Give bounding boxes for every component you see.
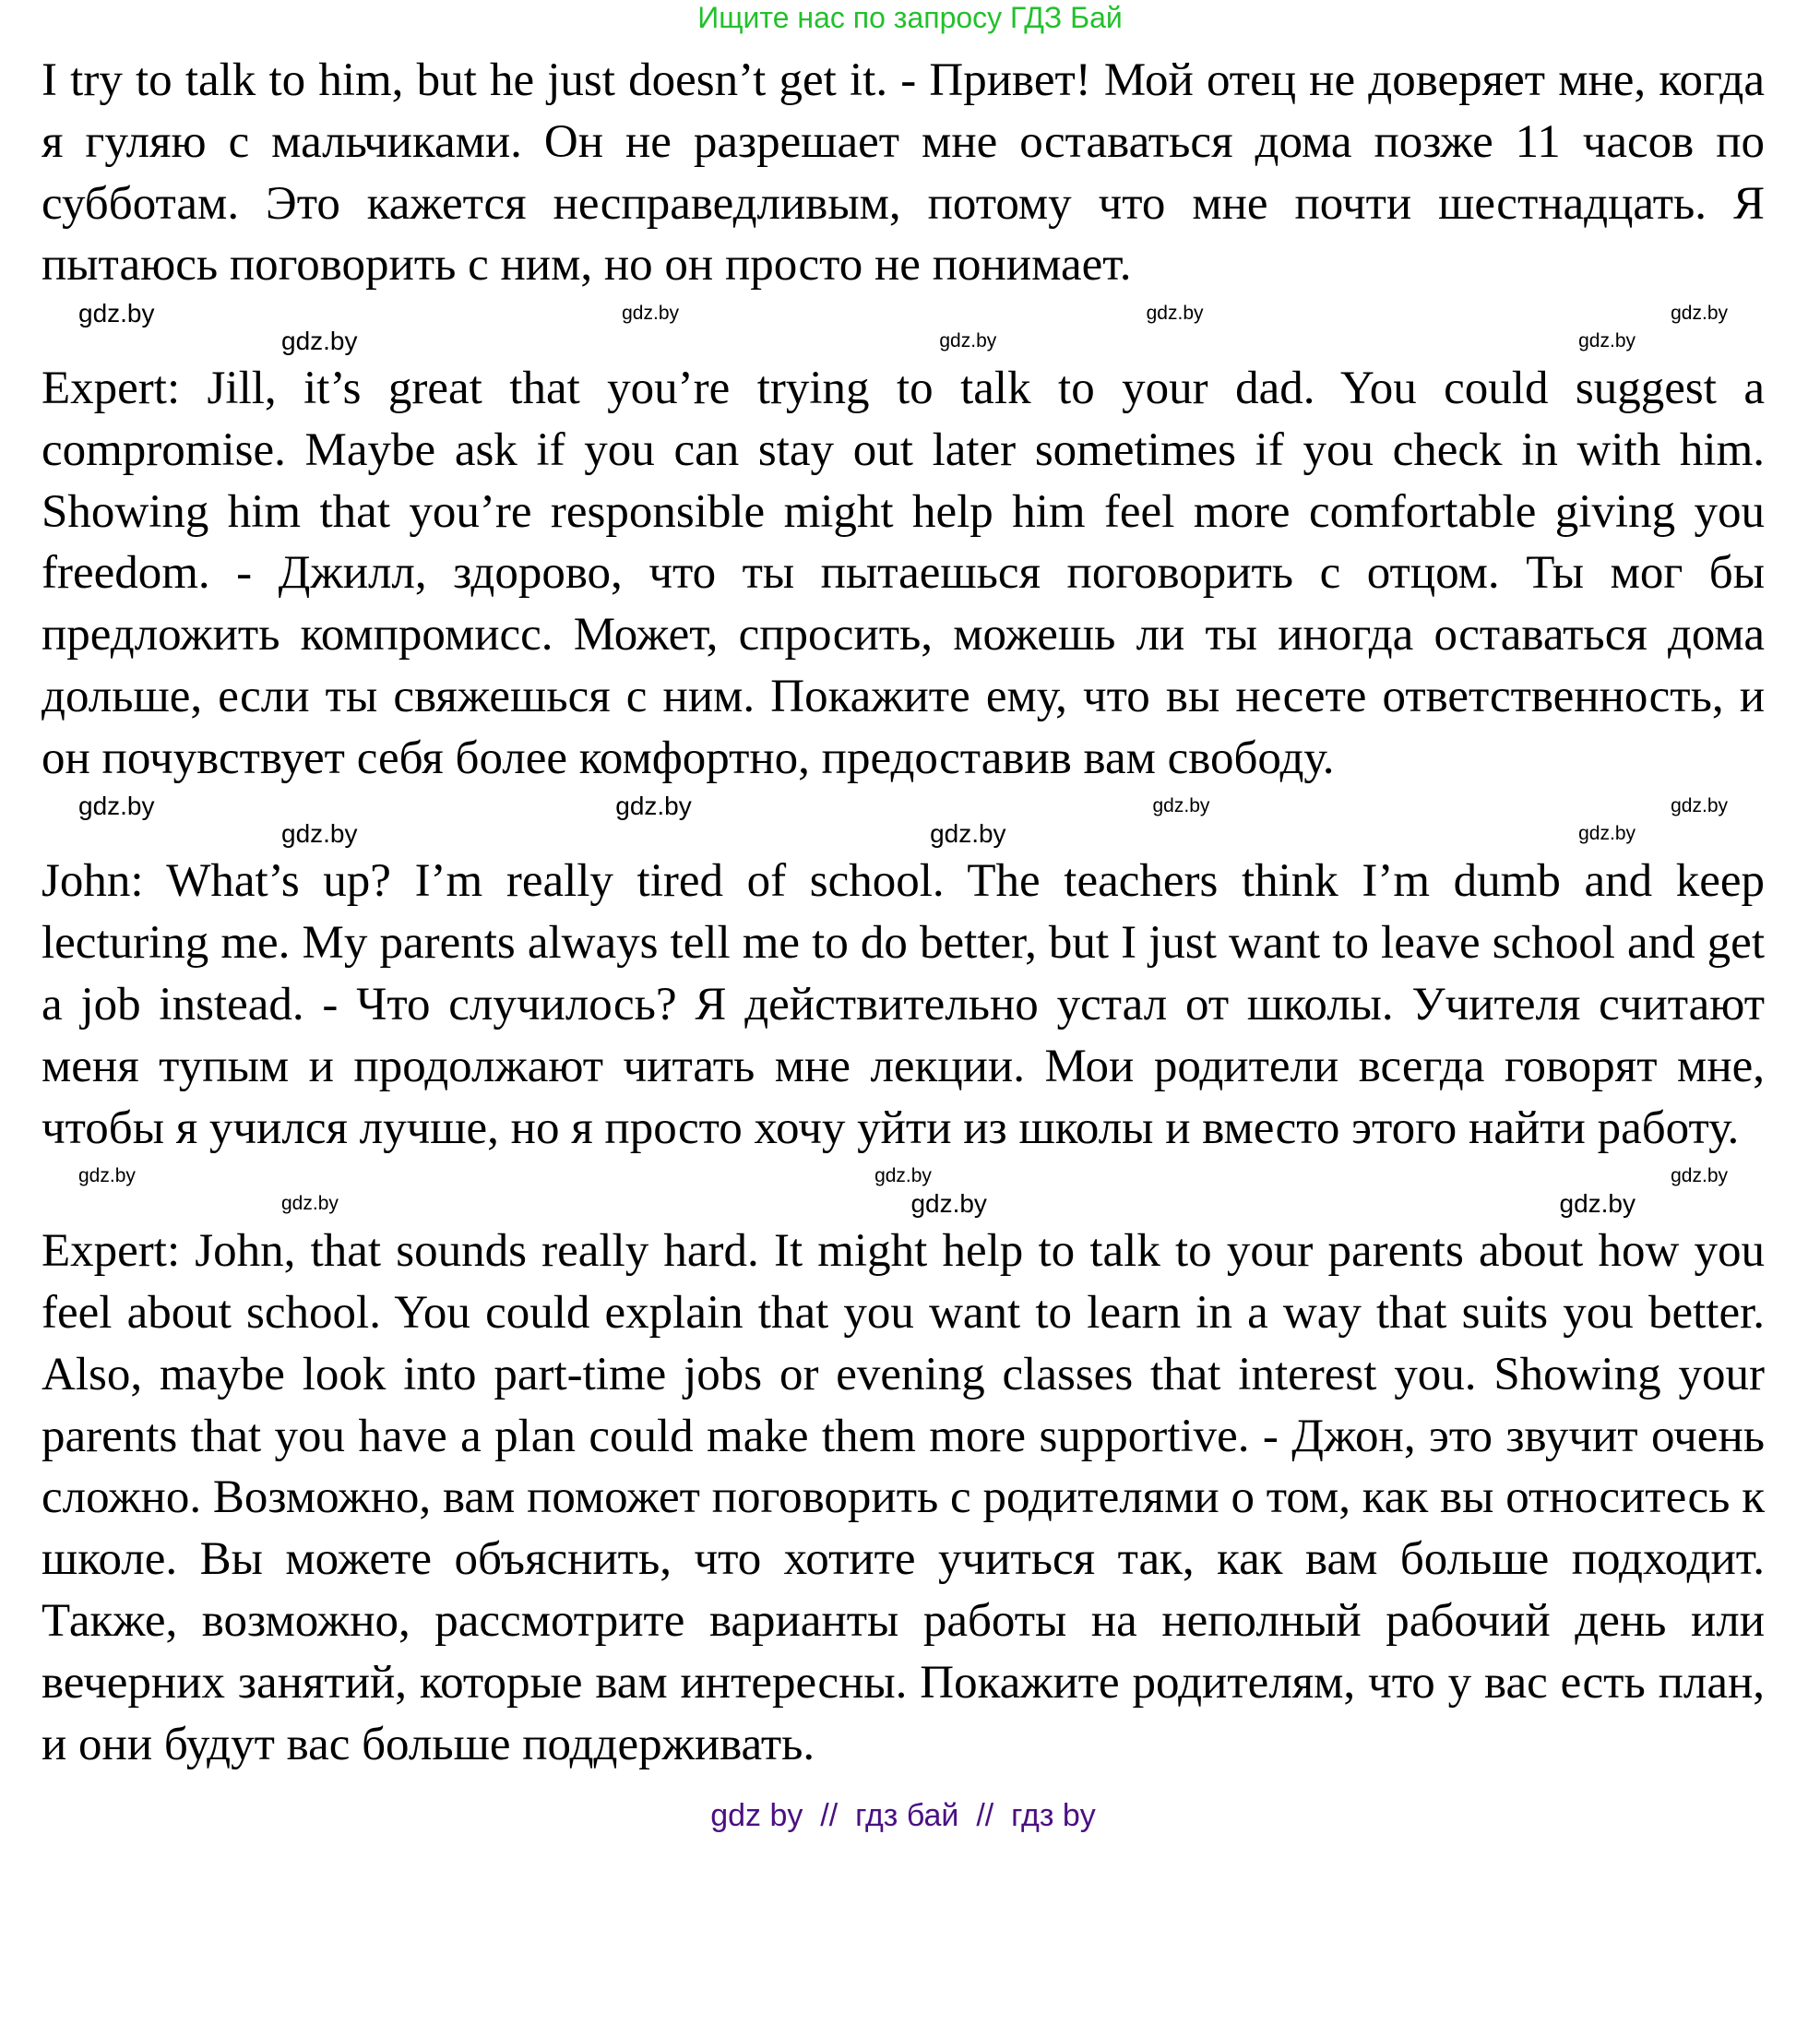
watermark: gdz.by [1671, 794, 1728, 816]
watermark: gdz.by [1671, 1164, 1728, 1186]
watermark: gdz.by [78, 1164, 136, 1186]
watermark-row [42, 1190, 1765, 1218]
watermark-row [42, 300, 1765, 328]
watermark-gap [42, 296, 1765, 358]
watermark: gdz.by [1578, 822, 1636, 844]
watermark: gdz.by [874, 1164, 932, 1186]
document-body [42, 50, 1765, 1834]
paragraph-expert-reply-jill: Expert: Jill, it’s great that you’re trying to talk to your dad. You could suggest a compromise. Maybe ask if you can stay out later sometimes if you check in with him. Showing him that you’re responsible might help him feel more comfortable giving you freedom. - Джилл, здорово, что ты пытаешься поговорить с отцом. Ты мог бы предложить компромисс. Может, спросить, можешь ли ты иногда оставаться дома дольше, если ты свяжешься с ним. Покажите ему, что вы несете ответственность, и он почувствует себя более комфортно, предоставив вам свободу. [42, 362, 1765, 784]
watermark-row [42, 1162, 1765, 1190]
watermark: gdz.by [615, 791, 692, 820]
watermark-row [42, 820, 1765, 848]
watermark: gdz.by [1146, 302, 1204, 324]
watermark: gdz.by [281, 1192, 339, 1214]
footer-text: gdz by // гдз бай // гдз by [710, 1798, 1096, 1834]
watermark: gdz.by [1578, 329, 1636, 351]
watermark: gdz.by [939, 329, 997, 351]
watermark: gdz.by [78, 791, 155, 820]
watermark: gdz.by [1152, 794, 1210, 816]
footer-watermark [42, 1797, 1765, 1834]
watermark: gdz.by [281, 818, 358, 848]
watermark: gdz.by [1559, 1188, 1636, 1218]
paragraph-jill-letter: I try to talk to him, but he just doesn’t get it. - Привет! Мой отец не доверяет мне, когда я гуляю с мальчиками. Он не разрешает мне оставаться дома позже 11 часов по субботам. Это кажется несправедливым, потому что мне почти шестнадцать. Я пытаюсь поговорить с ним, но он просто не понимает. [42, 54, 1765, 292]
watermark-gap [42, 790, 1765, 852]
paragraph-john-letter: John: What’s up? I’m really tired of school. The teachers think I’m dumb and keep lecturing me. My parents always tell me to do better, but I just want to leave school and get a job instead. - Что случилось? Я действительно устал от школы. Учителя считают меня тупым и продолжают читать мне лекции. Мои родители всегда говорят мне, чтобы я учился лучше, но я просто хочу уйти из школы и вместо этого найти работу. [42, 855, 1765, 1154]
paragraph-expert-reply-john: Expert: John, that sounds really hard. It might help to talk to your parents about how you feel about school. You could explain that you want to learn in a way that suits you better. Also, maybe look into part-time jobs or evening classes that interest you. Showing your parents that you have a plan could make them more supportive. - Джон, это звучит очень сложно. Возможно, вам поможет поговорить с родителями о том, как вы относитесь к школе. Вы можете объяснить, что хотите учиться так, как вам больше подходит. Также, возможно, рассмотрите варианты работы на неполный рабочий день или вечерних занятий, которые вам интересны. Покажите родителям, что у вас есть план, и они будут вас больше поддерживать. [42, 1225, 1765, 1770]
watermark: gdz.by [930, 818, 1006, 848]
watermark: gdz.by [910, 1188, 987, 1218]
watermark: gdz.by [622, 302, 679, 324]
watermark: gdz.by [78, 298, 155, 328]
watermark: gdz.by [281, 326, 358, 355]
watermark-gap [42, 1159, 1765, 1221]
watermark-row [42, 792, 1765, 820]
search-hint-banner: Ищите нас по запросу ГДЗ Бай [697, 1, 1123, 34]
watermark: gdz.by [1671, 302, 1728, 324]
watermark-row [42, 328, 1765, 355]
